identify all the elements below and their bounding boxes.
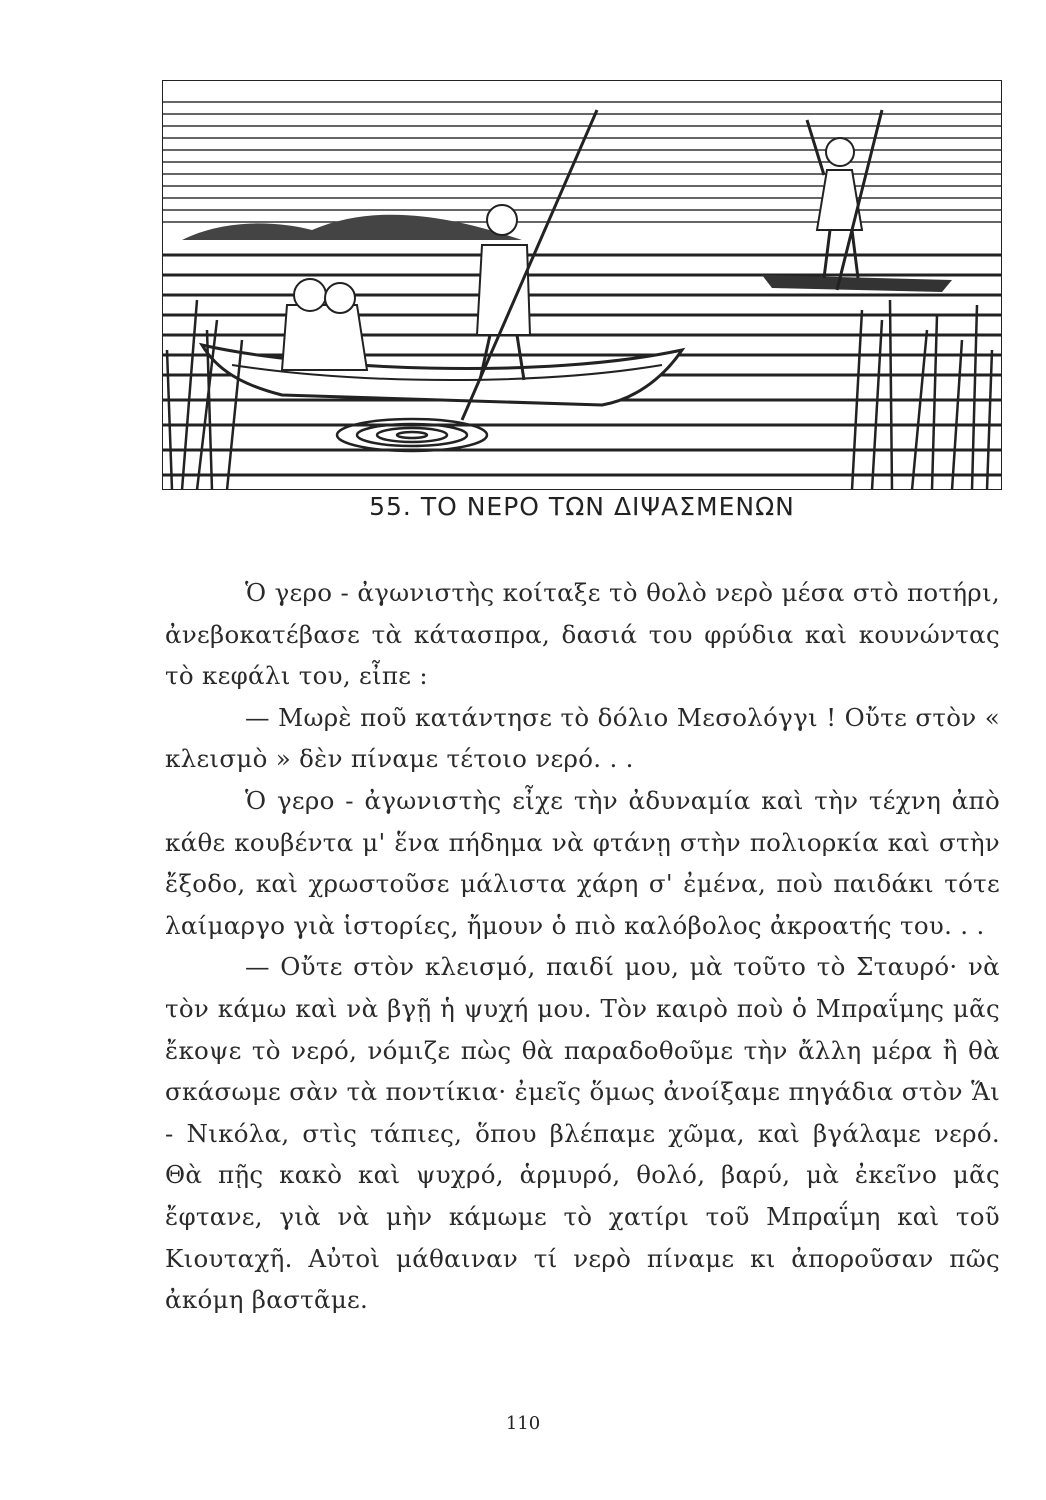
paragraph: Ὁ γερο - ἀγωνιστὴς εἶχε τὴν ἀδυναμία καὶ τὴν τέχνη ἀπὸ κάθε κουβέντα μ' ἕνα πήδημα νὰ φτάνῃ στὴν πολιορκία καὶ στὴν ἔξοδο, καὶ χρωστοῦσε μάλιστα χάρη σ' ἐμένα, ποὺ παιδάκι τότε λαίμαργο γιὰ ἱστορίες, ἤμουν ὁ πιὸ καλόβολος ἀκροατής του. . .: [165, 785, 1000, 940]
page-number: 110: [505, 1413, 541, 1434]
paragraph: — Μωρὲ ποῦ κατάντησε τὸ δόλιο Μεσολόγγι ! Οὔτε στὸν « κλεισμὸ » δὲν πίναμε τέτοιο νερό. . .: [165, 702, 1000, 774]
paragraph: Ὁ γερο - ἀγωνιστὴς κοίταξε τὸ θολὸ νερὸ μέσα στὸ ποτήρι, ἀνεβοκατέβασε τὰ κάτασπρα, δασιά του φρύδια καὶ κουνώντας τὸ κεφάλι του, εἶπε :: [165, 578, 1000, 691]
paragraph: — Οὔτε στὸν κλεισμό, παιδί μου, μὰ τοῦτο τὸ Σταυρό· νὰ τὸν κάμω καὶ νὰ βγῇ ἡ ψυχή μου. Τὸν καιρὸ ποὺ ὁ Μπραΐμης μᾶς ἔκοψε τὸ νερό, νόμιζε πὼς θὰ παραδοθοῦμε τὴν ἄλλη μέρα ἢ θὰ σκάσωμε σὰν τὰ ποντίκια· ἐμεῖς ὅμως ἀνοίξαμε πηγάδια στὸν Ἅι - Νικόλα, στὶς τάπιες, ὅπου βλέπαμε χῶμα, καὶ βγάλαμε νερό. Θὰ πῇς κακὸ καὶ ψυχρό, ἁρμυρό, θολό, βαρύ, μὰ ἐκεῖνο μᾶς ἔφτανε, γιὰ νὰ μὴν κάμωμε τὸ χατίρι τοῦ Μπραΐμη καὶ τοῦ Κιουταχῆ. Αὐτοὶ μάθαιναν τί νερὸ πίναμε κι ἀποροῦσαν πῶς ἀκόμη βαστᾶμε.: [165, 952, 1000, 1315]
body-text: [165, 572, 1000, 1321]
chapter-title: 55. ΤΟ ΝΕΡΟ ΤΩΝ ΔΙΨΑΣΜΕΝΩΝ: [369, 492, 795, 521]
illustration-lagoon-boat: [162, 80, 1002, 490]
